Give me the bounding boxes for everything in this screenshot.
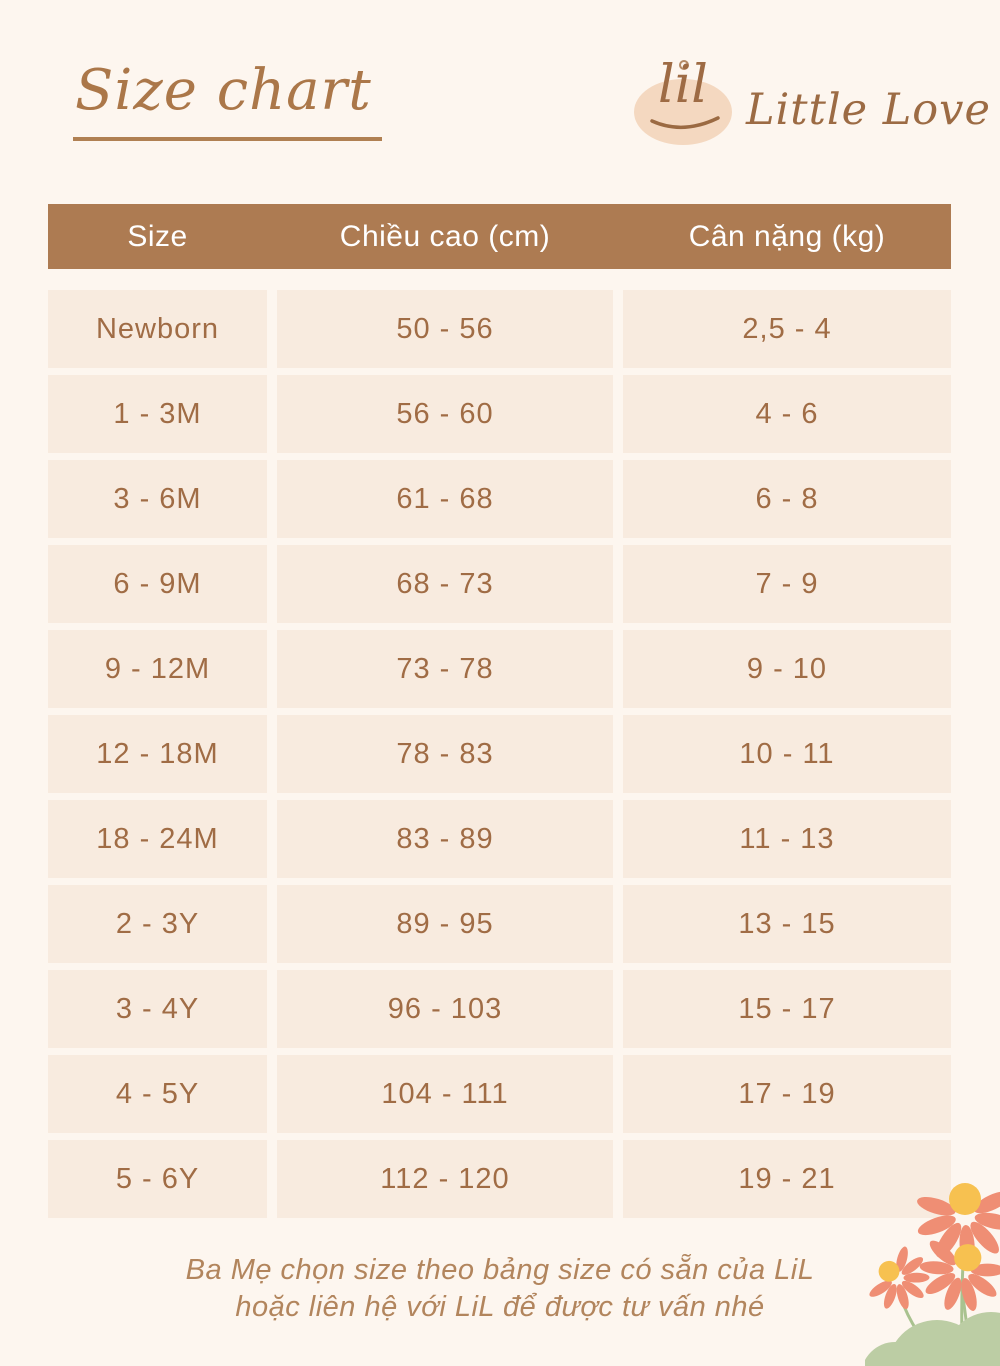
table-row [48, 715, 951, 793]
table-row [48, 545, 951, 623]
cell-weight: 9 - 10 [623, 630, 951, 708]
cell-size: 9 - 12M [48, 630, 267, 708]
cell-height: 56 - 60 [277, 375, 613, 453]
cell-size: 2 - 3Y [48, 885, 267, 963]
table-row [48, 885, 951, 963]
cell-weight: 6 - 8 [623, 460, 951, 538]
cell-height: 112 - 120 [277, 1140, 613, 1218]
cell-weight: 19 - 21 [623, 1140, 951, 1218]
cell-size: 12 - 18M [48, 715, 267, 793]
table-row [48, 970, 951, 1048]
cell-height: 61 - 68 [277, 460, 613, 538]
table-row [48, 460, 951, 538]
cell-height: 73 - 78 [277, 630, 613, 708]
cell-weight: 11 - 13 [623, 800, 951, 878]
cell-size: 3 - 4Y [48, 970, 267, 1048]
page-title: Size chart [73, 58, 382, 141]
cell-size: 6 - 9M [48, 545, 267, 623]
table-row [48, 800, 951, 878]
cell-weight: 4 - 6 [623, 375, 951, 453]
brand-name: Little Love [746, 85, 991, 135]
cell-size: 3 - 6M [48, 460, 267, 538]
table-row [48, 1055, 951, 1133]
cell-weight: 15 - 17 [623, 970, 951, 1048]
cell-height: 104 - 111 [277, 1055, 613, 1133]
cell-size: 5 - 6Y [48, 1140, 267, 1218]
table-row [48, 1140, 951, 1218]
cell-height: 83 - 89 [277, 800, 613, 878]
cell-weight: 10 - 11 [623, 715, 951, 793]
flowers-decoration-icon [865, 1156, 1000, 1366]
cell-size: 18 - 24M [48, 800, 267, 878]
header-cell-height: Chiều cao (cm) [339, 219, 551, 253]
table-body [48, 290, 951, 1218]
cell-weight: 13 - 15 [623, 885, 951, 963]
table-row [48, 290, 951, 368]
footer-note-line1: Ba Mẹ chọn size theo bảng size có sẵn của LiL [185, 1254, 815, 1286]
cell-height: 68 - 73 [277, 545, 613, 623]
size-table [48, 204, 951, 1218]
cell-weight: 7 - 9 [623, 545, 951, 623]
cell-height: 78 - 83 [277, 715, 613, 793]
cell-size: 4 - 5Y [48, 1055, 267, 1133]
table-row [48, 630, 951, 708]
cell-height: 50 - 56 [277, 290, 613, 368]
brand-monogram: lil [658, 55, 708, 115]
footer-note-line2: hoặc liên hệ với LiL để được tư vấn nhé [235, 1291, 765, 1324]
header-cell-weight: Cân nặng (kg) [688, 219, 886, 253]
cell-height: 89 - 95 [277, 885, 613, 963]
cell-size: Newborn [48, 290, 267, 368]
cell-size: 1 - 3M [48, 375, 267, 453]
brand-logo [626, 38, 991, 163]
cell-height: 96 - 103 [277, 970, 613, 1048]
table-header-row [48, 204, 951, 269]
cell-weight: 17 - 19 [623, 1055, 951, 1133]
header-cell-size: Size [127, 219, 188, 253]
cell-weight: 2,5 - 4 [623, 290, 951, 368]
footer-note [0, 1252, 1000, 1326]
table-row [48, 375, 951, 453]
